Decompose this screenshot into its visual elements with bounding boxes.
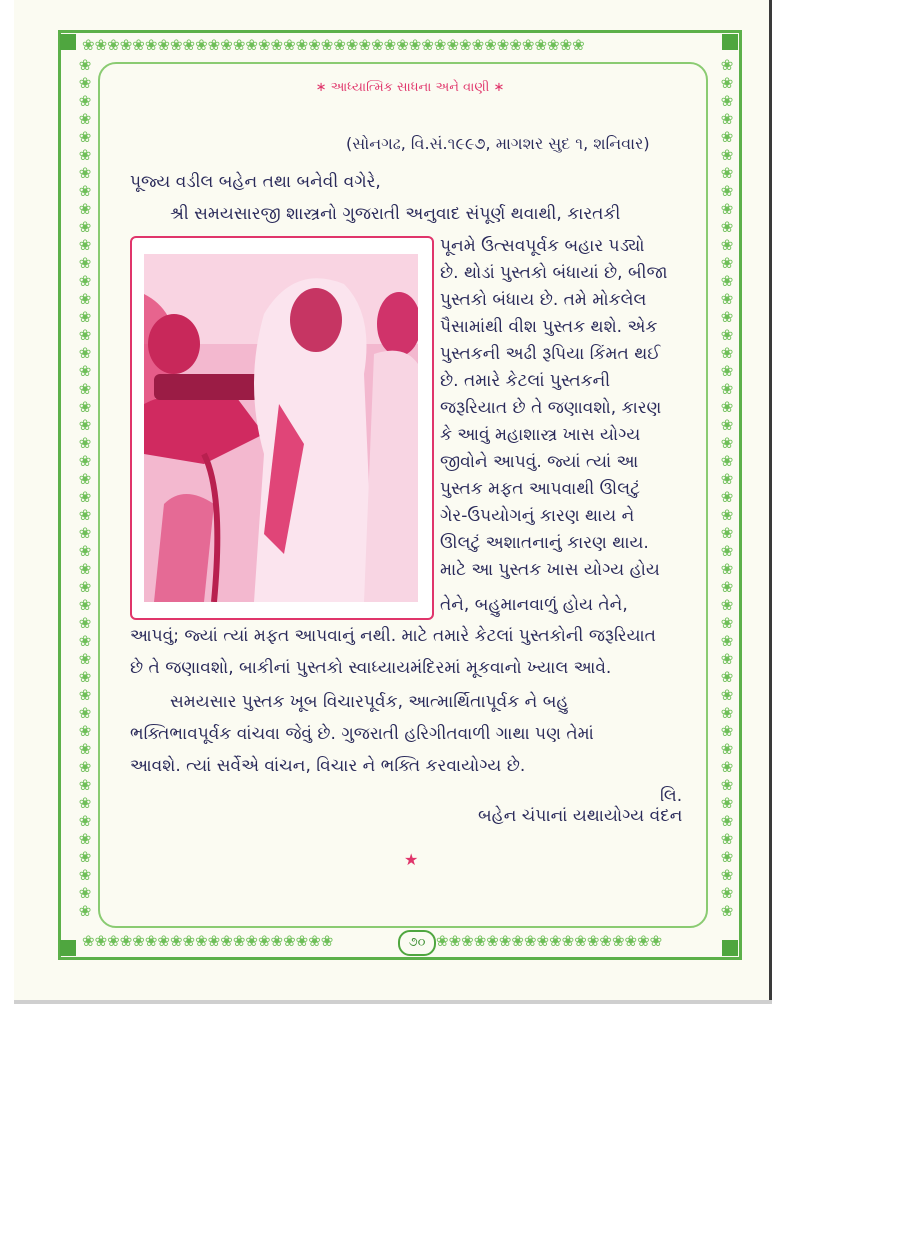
star-icon: ★: [404, 850, 419, 869]
corner-ornament-tl: [60, 34, 76, 50]
page-shadow: [14, 1000, 772, 1004]
paragraph-line: જરૂરિયાત છે તે જણાવશો, કારણ: [440, 398, 662, 418]
paragraph-line: છે તે જણાવશો, બાકીનાં પુસ્તકો સ્વાધ્યાયમંદિરમાં મૂકવાનો ખ્યાલ આવે.: [130, 658, 612, 678]
salutation: પૂજ્ય વડીલ બહેન તથા બનેવી વગેરે,: [130, 172, 381, 192]
flower-band-bottom-right: ❀❀❀❀❀❀❀❀❀❀❀❀❀❀❀❀❀❀: [436, 932, 663, 950]
paragraph-line: તેને, બહુમાનવાળું હોય તેને,: [440, 595, 628, 615]
paragraph-line: છે. થોડાં પુસ્તકો બંધાયાં છે, બીજા: [440, 263, 668, 283]
signature: બહેન ચંપાનાં યથાયોગ્ય વંદન: [478, 806, 683, 826]
closing-li: લિ.: [660, 786, 683, 806]
paragraph-line: આવશે. ત્યાં સર્વેએ વાંચન, વિચાર ને ભક્તિ કરવાયોગ્ય છે.: [130, 756, 526, 776]
paragraph-line: સમયસાર પુસ્તક ખૂબ વિચારપૂર્વક, આત્માર્થિતાપૂર્વક ને બહુ: [170, 692, 569, 712]
paragraph-line: પુસ્તક મફત આપવાથી ઊલટું: [440, 479, 640, 499]
paragraph-line: ઊલટું અશાતનાનું કારણ થાય.: [440, 533, 649, 553]
paragraph-line: પુસ્તકો બંધાય છે. તમે મોકલેલ: [440, 290, 647, 310]
paragraph-line: પૂનમે ઉત્સવપૂર્વક બહાર પડ્યો: [440, 236, 645, 256]
paragraph-line: પૈસામાંથી વીશ પુસ્તક થશે. એક: [440, 317, 658, 337]
page-number: ૭૦: [398, 930, 436, 956]
paragraph-line: જીવોને આપવું. જ્યાં ત્યાં આ: [440, 452, 639, 472]
photograph-art: [144, 254, 418, 602]
corner-ornament-br: [722, 940, 738, 956]
corner-ornament-tr: [722, 34, 738, 50]
photograph: [144, 254, 418, 602]
photo-frame: [130, 236, 434, 620]
flower-band-top: ❀❀❀❀❀❀❀❀❀❀❀❀❀❀❀❀❀❀❀❀❀❀❀❀❀❀❀❀❀❀❀❀❀❀❀❀❀❀❀❀: [82, 36, 585, 54]
dateline: (સોનગઢ, વિ.સં.૧૯૯૭, માગશર સુદ ૧, શનિવાર): [346, 134, 650, 153]
paragraph-line: કે આવું મહાશાસ્ત્ર ખાસ યોગ્ય: [440, 425, 641, 445]
paragraph-line: આપવું; જ્યાં ત્યાં મફત આપવાનું નથી. માટે તમારે કેટલાં પુસ્તકોની જરૂરિયાત: [130, 626, 656, 646]
flower-band-right: ❀❀❀❀❀❀❀❀❀❀❀❀❀❀❀❀❀❀❀❀❀❀❀❀❀❀❀❀❀❀❀❀❀❀❀❀❀❀❀❀❀❀❀❀❀❀❀❀: [720, 56, 734, 920]
paragraph-line: શ્રી સમયસારજી શાસ્ત્રનો ગુજરાતી અનુવાદ સંપૂર્ણ થવાથી, કારતકી: [170, 204, 621, 224]
paragraph-line: છે. તમારે કેટલાં પુસ્તકની: [440, 371, 611, 391]
paragraph-line: ગેર-ઉપયોગનું કારણ થાય ને: [440, 506, 635, 526]
corner-ornament-bl: [60, 940, 76, 956]
flower-band-left: ❀❀❀❀❀❀❀❀❀❀❀❀❀❀❀❀❀❀❀❀❀❀❀❀❀❀❀❀❀❀❀❀❀❀❀❀❀❀❀❀❀❀❀❀❀❀❀❀: [78, 56, 92, 920]
flower-band-bottom-left: ❀❀❀❀❀❀❀❀❀❀❀❀❀❀❀❀❀❀❀❀: [82, 932, 334, 950]
paragraph-line: માટે આ પુસ્તક ખાસ યોગ્ય હોય: [440, 560, 660, 580]
paragraph-line: ભક્તિભાવપૂર્વક વાંચવા જેવું છે. ગુજરાતી હરિગીતવાળી ગાથા પણ તેમાં: [130, 724, 594, 744]
running-header: ∗ આધ્યાત્મિક સાધના અને વાણી ∗: [315, 80, 505, 95]
paragraph-line: પુસ્તકની અઢી રૂપિયા કિંમત થઈ: [440, 344, 661, 364]
